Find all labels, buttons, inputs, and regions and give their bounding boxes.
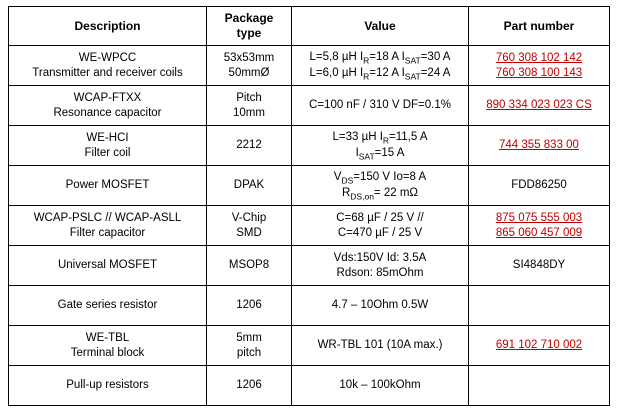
cell-value bbox=[292, 206, 469, 246]
description-line: WE-HCI bbox=[86, 132, 129, 145]
cell-part-number[interactable] bbox=[469, 46, 610, 86]
cell-part-number bbox=[469, 246, 610, 286]
value-text: WR-TBL 101 (10A max.) bbox=[317, 339, 443, 352]
cell-part-number bbox=[469, 286, 610, 326]
parts-table-container bbox=[8, 6, 609, 402]
value-text: 4.7 – 10Ohm 0.5W bbox=[331, 299, 429, 312]
column-header-package-line2: type bbox=[236, 26, 262, 40]
cell-part-number[interactable] bbox=[469, 206, 610, 246]
table-row bbox=[9, 326, 610, 366]
cell-package-type bbox=[207, 246, 292, 286]
description-line: WE-TBL bbox=[85, 332, 130, 345]
value-subscript: SAT bbox=[404, 54, 421, 65]
value-text: L=5,8 µH I bbox=[309, 50, 364, 63]
value-text: =15 A bbox=[374, 146, 405, 159]
cell-description bbox=[9, 286, 207, 326]
package-line: 50mmØ bbox=[228, 66, 270, 79]
cell-description bbox=[9, 126, 207, 166]
column-header-package-line1: Package bbox=[224, 11, 274, 25]
cell-package-type bbox=[207, 366, 292, 406]
description-line: Filter coil bbox=[84, 146, 131, 159]
value-subscript: SAT bbox=[404, 70, 421, 81]
description-line: WCAP-FTXX bbox=[73, 92, 142, 105]
value-line bbox=[294, 298, 466, 312]
cell-package-type bbox=[207, 326, 292, 366]
table-row bbox=[9, 166, 610, 206]
cell-value bbox=[292, 46, 469, 86]
value-subscript: R bbox=[363, 70, 370, 81]
cell-value bbox=[292, 366, 469, 406]
table-body bbox=[9, 46, 610, 406]
value-text: = 22 mΩ bbox=[373, 186, 418, 199]
value-text: I bbox=[355, 146, 359, 159]
table-row bbox=[9, 206, 610, 246]
value-subscript: SAT bbox=[358, 150, 375, 161]
table-row bbox=[9, 86, 610, 126]
package-line: Pitch bbox=[236, 92, 262, 105]
part-number-link[interactable]: 890 334 023 023 CS bbox=[486, 99, 592, 112]
value-text: =18 A I bbox=[369, 50, 405, 63]
package-line: 1206 bbox=[236, 299, 262, 312]
package-line: MSOP8 bbox=[228, 259, 270, 272]
table-header bbox=[9, 7, 610, 46]
description-line: Resonance capacitor bbox=[53, 106, 162, 119]
cell-description bbox=[9, 46, 207, 86]
value-line bbox=[294, 251, 466, 265]
cell-description bbox=[9, 166, 207, 206]
cell-package-type bbox=[207, 286, 292, 326]
cell-description bbox=[9, 86, 207, 126]
cell-value bbox=[292, 166, 469, 206]
table-header-row bbox=[9, 7, 610, 46]
value-text: =11,5 A bbox=[389, 130, 428, 143]
value-text: C=100 nF / 310 V DF=0.1% bbox=[309, 99, 451, 112]
package-line: 5mm bbox=[236, 332, 262, 345]
value-subscript: DS bbox=[341, 174, 354, 185]
package-line: V-Chip bbox=[231, 212, 267, 225]
table-row bbox=[9, 286, 610, 326]
value-subscript: R bbox=[382, 134, 390, 145]
package-line: 1206 bbox=[236, 379, 262, 392]
cell-package-type bbox=[207, 206, 292, 246]
parts-table bbox=[8, 6, 610, 406]
cell-package-type bbox=[207, 126, 292, 166]
value-text: L=33 µH I bbox=[332, 130, 383, 143]
description-line: Universal MOSFET bbox=[57, 259, 158, 272]
part-number-link[interactable]: 760 308 102 142 bbox=[495, 52, 583, 65]
value-line bbox=[294, 98, 466, 112]
cell-value bbox=[292, 326, 469, 366]
value-text: =24 A bbox=[420, 66, 451, 79]
value-line bbox=[294, 338, 466, 352]
part-number-link[interactable]: 744 355 833 00 bbox=[499, 139, 579, 152]
cell-package-type bbox=[207, 46, 292, 86]
value-text: =12 A I bbox=[369, 66, 405, 79]
table-row bbox=[9, 366, 610, 406]
cell-part-number[interactable] bbox=[469, 326, 610, 366]
value-text: Rdson: 85mOhm bbox=[336, 266, 424, 279]
description-line: Power MOSFET bbox=[65, 179, 150, 192]
value-line bbox=[294, 170, 466, 186]
package-line: 2212 bbox=[236, 139, 262, 152]
description-line: Filter capacitor bbox=[69, 226, 146, 239]
cell-description bbox=[9, 246, 207, 286]
description-line: WCAP-PSLC // WCAP-ASLL bbox=[33, 212, 182, 225]
column-header-part-number: Part number bbox=[469, 7, 610, 46]
value-text: V bbox=[333, 170, 342, 183]
cell-part-number bbox=[469, 366, 610, 406]
package-line: 53x53mm bbox=[223, 52, 275, 65]
value-text: C=68 µF / 25 V // bbox=[336, 212, 424, 225]
cell-part-number[interactable] bbox=[469, 86, 610, 126]
cell-part-number bbox=[469, 166, 610, 206]
package-line: 10mm bbox=[233, 106, 265, 119]
description-line: Transmitter and receiver coils bbox=[32, 66, 183, 79]
value-text: 10k – 100kOhm bbox=[339, 379, 421, 392]
part-number-text: FDD86250 bbox=[511, 179, 567, 192]
description-line: Pull-up resistors bbox=[66, 379, 149, 392]
value-subscript: DS,on bbox=[350, 190, 374, 201]
column-header-value: Value bbox=[292, 7, 469, 46]
cell-value bbox=[292, 126, 469, 166]
table-row bbox=[9, 46, 610, 86]
value-line bbox=[294, 226, 466, 240]
value-line bbox=[294, 146, 466, 162]
value-text: L=6,0 µH I bbox=[309, 66, 364, 79]
cell-value bbox=[292, 286, 469, 326]
value-subscript: R bbox=[363, 54, 370, 65]
table-row bbox=[9, 246, 610, 286]
value-text: Vds:150V Id: 3.5A bbox=[333, 252, 427, 265]
package-line: DPAK bbox=[233, 179, 265, 192]
description-line: Gate series resistor bbox=[57, 299, 158, 312]
value-line bbox=[294, 130, 466, 146]
table-row bbox=[9, 126, 610, 166]
part-number-link[interactable]: 875 075 555 003 bbox=[495, 212, 583, 225]
cell-package-type bbox=[207, 166, 292, 206]
value-line bbox=[294, 66, 466, 82]
value-line bbox=[294, 378, 466, 392]
cell-description bbox=[9, 206, 207, 246]
value-line bbox=[294, 186, 466, 202]
value-text: R bbox=[341, 186, 351, 199]
value-line bbox=[294, 211, 466, 225]
part-number-link[interactable]: 760 308 100 143 bbox=[495, 66, 583, 79]
value-line bbox=[294, 50, 466, 66]
cell-part-number[interactable] bbox=[469, 126, 610, 166]
package-line: SMD bbox=[236, 226, 262, 239]
description-line: WE-WPCC bbox=[78, 52, 137, 65]
column-header-description: Description bbox=[9, 7, 207, 46]
cell-package-type bbox=[207, 86, 292, 126]
cell-value bbox=[292, 86, 469, 126]
column-header-package-type bbox=[207, 7, 292, 46]
cell-value bbox=[292, 246, 469, 286]
package-line: pitch bbox=[236, 346, 262, 359]
value-text: C=470 µF / 25 V bbox=[337, 226, 423, 239]
cell-description bbox=[9, 366, 207, 406]
part-number-link[interactable]: 691 102 710 002 bbox=[495, 339, 583, 352]
part-number-text: SI4848DY bbox=[512, 259, 566, 272]
description-line: Terminal block bbox=[70, 346, 145, 359]
value-line bbox=[294, 266, 466, 280]
part-number-link[interactable]: 865 060 457 009 bbox=[495, 226, 583, 239]
value-text: =150 V Io=8 A bbox=[353, 170, 427, 183]
cell-description bbox=[9, 326, 207, 366]
value-text: =30 A bbox=[420, 50, 451, 63]
